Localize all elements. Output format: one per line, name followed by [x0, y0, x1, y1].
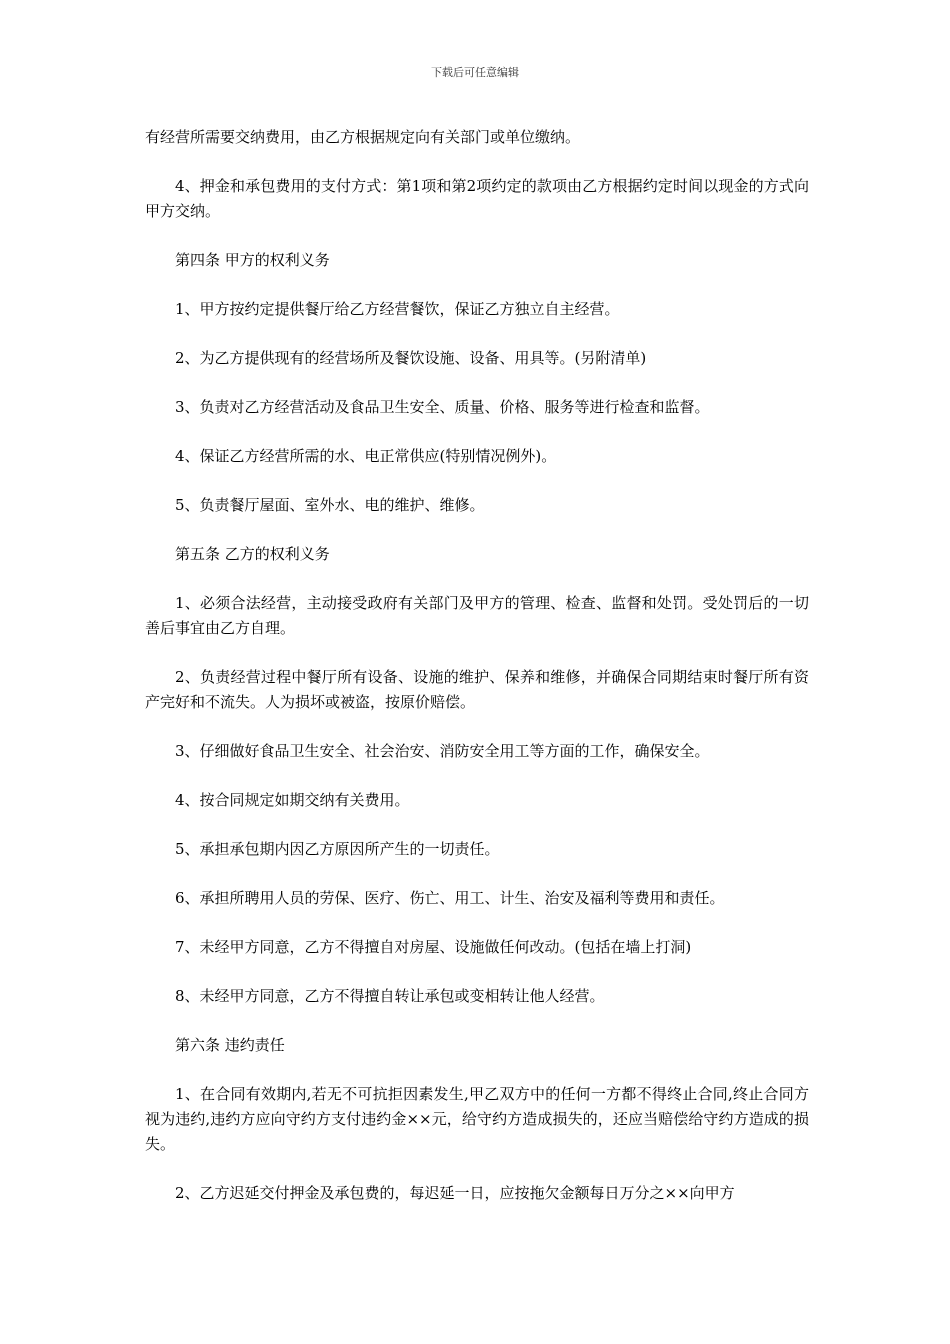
section-heading: 第六条 违约责任 [175, 1036, 285, 1054]
paragraph: 5、负责餐厅屋面、室外水、电的维护、维修。 [175, 496, 485, 514]
paragraph: 2、为乙方提供现有的经营场所及餐饮设施、设备、用具等。(另附清单) [175, 349, 647, 367]
paragraph: 2、乙方迟延交付押金及承包费的，每迟延一日，应按拖欠金额每日万分之××向甲方 [175, 1184, 735, 1202]
section-heading: 第五条 乙方的权利义务 [175, 545, 330, 563]
paragraph: 4、保证乙方经营所需的水、电正常供应(特别情况例外)。 [175, 447, 557, 465]
section-heading: 第四条 甲方的权利义务 [175, 251, 330, 269]
page-header: 下载后可任意编辑 [431, 66, 519, 79]
paragraph: 2、负责经营过程中餐厅所有设备、设施的维护、保养和维修，并确保合同期结束时餐厅所有资产完好和不流失。人为损坏或被盗，按原价赔偿。 [145, 668, 809, 711]
paragraph: 1、必须合法经营，主动接受政府有关部门及甲方的管理、检查、监督和处罚。受处罚后的一切善后事宜由乙方自理。 [145, 594, 809, 637]
paragraph: 4、押金和承包费用的支付方式：第1项和第2项约定的款项由乙方根据约定时间以现金的方式向甲方交纳。 [145, 177, 809, 220]
paragraph: 7、未经甲方同意，乙方不得擅自对房屋、设施做任何改动。(包括在墙上打洞) [175, 938, 692, 956]
paragraph: 3、负责对乙方经营活动及食品卫生安全、质量、价格、服务等进行检查和监督。 [175, 398, 710, 416]
paragraph: 6、承担所聘用人员的劳保、医疗、伤亡、用工、计生、治安及福利等费用和责任。 [175, 889, 725, 907]
paragraph: 5、承担承包期内因乙方原因所产生的一切责任。 [175, 840, 500, 858]
document-body [145, 125, 809, 1230]
paragraph: 有经营所需要交纳费用，由乙方根据规定向有关部门或单位缴纳。 [145, 128, 581, 146]
paragraph: 8、未经甲方同意，乙方不得擅自转让承包或变相转让他人经营。 [175, 987, 605, 1005]
paragraph: 1、甲方按约定提供餐厅给乙方经营餐饮，保证乙方独立自主经营。 [175, 300, 620, 318]
paragraph: 3、仔细做好食品卫生安全、社会治安、消防安全用工等方面的工作，确保安全。 [175, 742, 710, 760]
paragraph: 4、按合同规定如期交纳有关费用。 [175, 791, 410, 809]
paragraph: 1、在合同有效期内,若无不可抗拒因素发生,甲乙双方中的任何一方都不得终止合同,终止合同方视为违约,违约方应向守约方支付违约金××元，给守约方造成损失的，还应当赔偿给守约方造成的损失。 [145, 1085, 809, 1153]
